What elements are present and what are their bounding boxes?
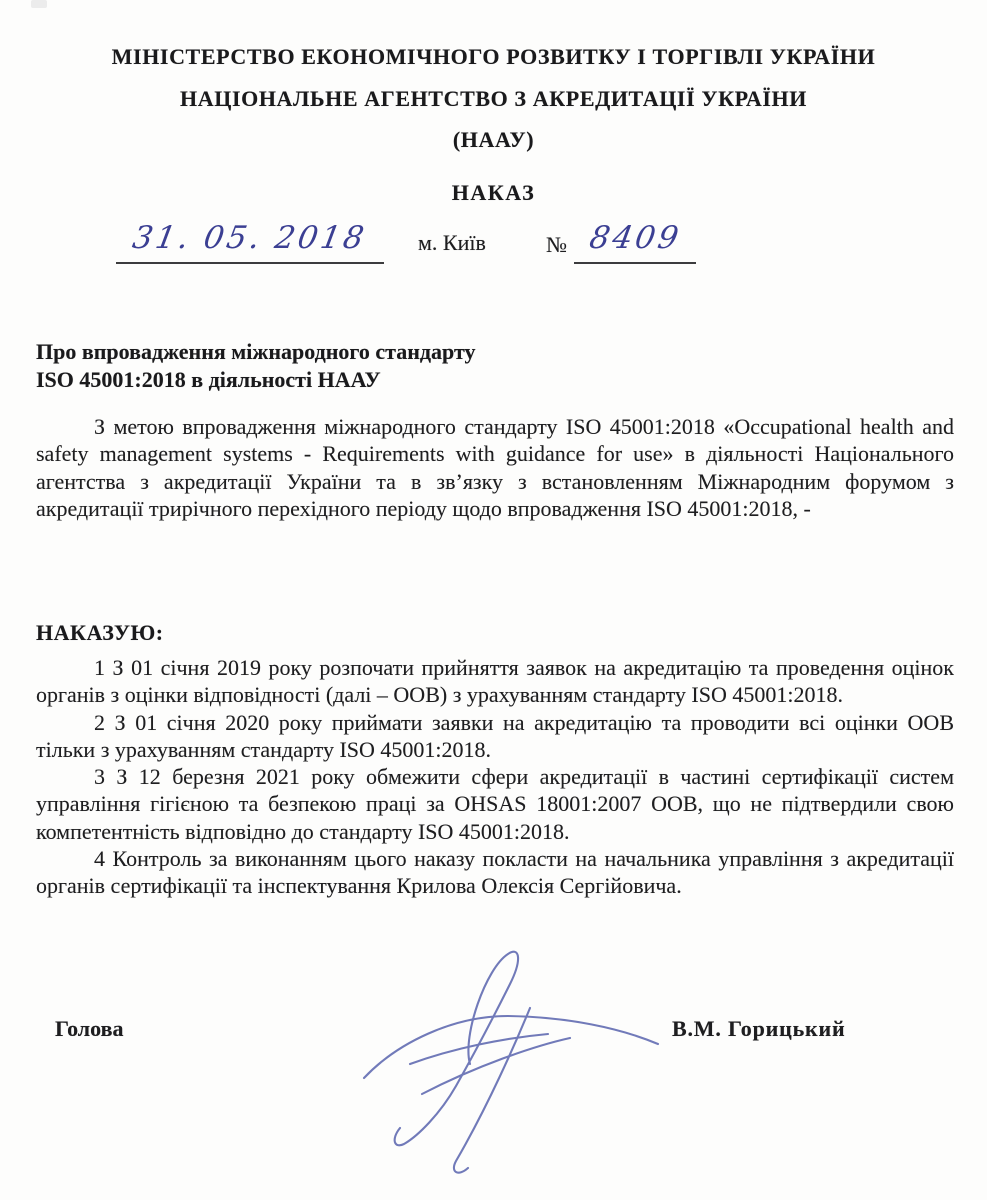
handwritten-date: 31. 05. 2018 [130, 220, 370, 256]
subject-line-1: Про впровадження міжнародного стандарту [36, 339, 476, 364]
order-heading: НАКАЗУЮ: [36, 620, 164, 645]
meta-row [0, 216, 987, 272]
date-field [116, 216, 384, 264]
order-item-4: 4 Контроль за виконанням цього наказу покласти на начальника управління з акредитації органів сертифікації та інспектування Крилова Олексія Сергійовича. [36, 846, 954, 899]
order-item-2: 2 З 01 січня 2020 року приймати заявки на акредитацію та проводити всі оцінки ООВ тільки з урахуванням стандарту ISO 45001:2018. [36, 709, 954, 762]
signer-name: В.М. Горицький [672, 1016, 846, 1041]
numero-sign: № [546, 232, 567, 257]
signer-position-label: Голова [55, 1016, 124, 1041]
order-items [36, 654, 954, 900]
order-item-1: 1 З 01 січня 2019 року розпочати прийняття заявок на акредитацію та проведення оцінок органів з оцінки відповідності (далі – ООВ) з урахуванням стандарту ISO 45001:2018. [36, 655, 954, 708]
signature-ink-scribble [358, 946, 680, 1181]
ministry-name: МІНІСТЕРСТВО ЕКОНОМІЧНОГО РОЗВИТКУ І ТОРГІВЛІ УКРАЇНИ [111, 44, 876, 69]
document-type-title: НАКАЗ [451, 180, 536, 205]
scan-noise-mark [31, 0, 47, 8]
agency-name: НАЦІОНАЛЬНЕ АГЕНТСТВО З АКРЕДИТАЦІЇ УКРАЇНИ [180, 86, 807, 111]
preamble-paragraph [36, 413, 954, 522]
order-item-3: 3 З 12 березня 2021 року обмежити сфери акредитації в частині сертифікації систем управління гігієною та безпекою праці за OHSAS 18001:2007 ООВ, що не підтвердили свою компетентність відповідно до стандарту ISO 45001:2018. [36, 764, 954, 844]
city-label: м. Київ [418, 230, 486, 255]
subject-block [36, 338, 475, 394]
subject-line-2: ISO 45001:2018 в діяльності НААУ [36, 367, 381, 392]
agency-abbreviation: (НААУ) [452, 127, 535, 152]
preamble-text: З метою впровадження міжнародного стандарту ISO 45001:2018 «Occupational health and safety management systems - Requirements with guidance for use» в діяльності Національного агентства з акредитації України та в зв’язку з встановленням Міжнародним форумом з акредитації трирічного перехідного періоду щодо впровадження ISO 45001:2018, - [36, 414, 954, 521]
handwritten-order-number: 8409 [586, 220, 684, 256]
order-number-line [574, 216, 696, 264]
